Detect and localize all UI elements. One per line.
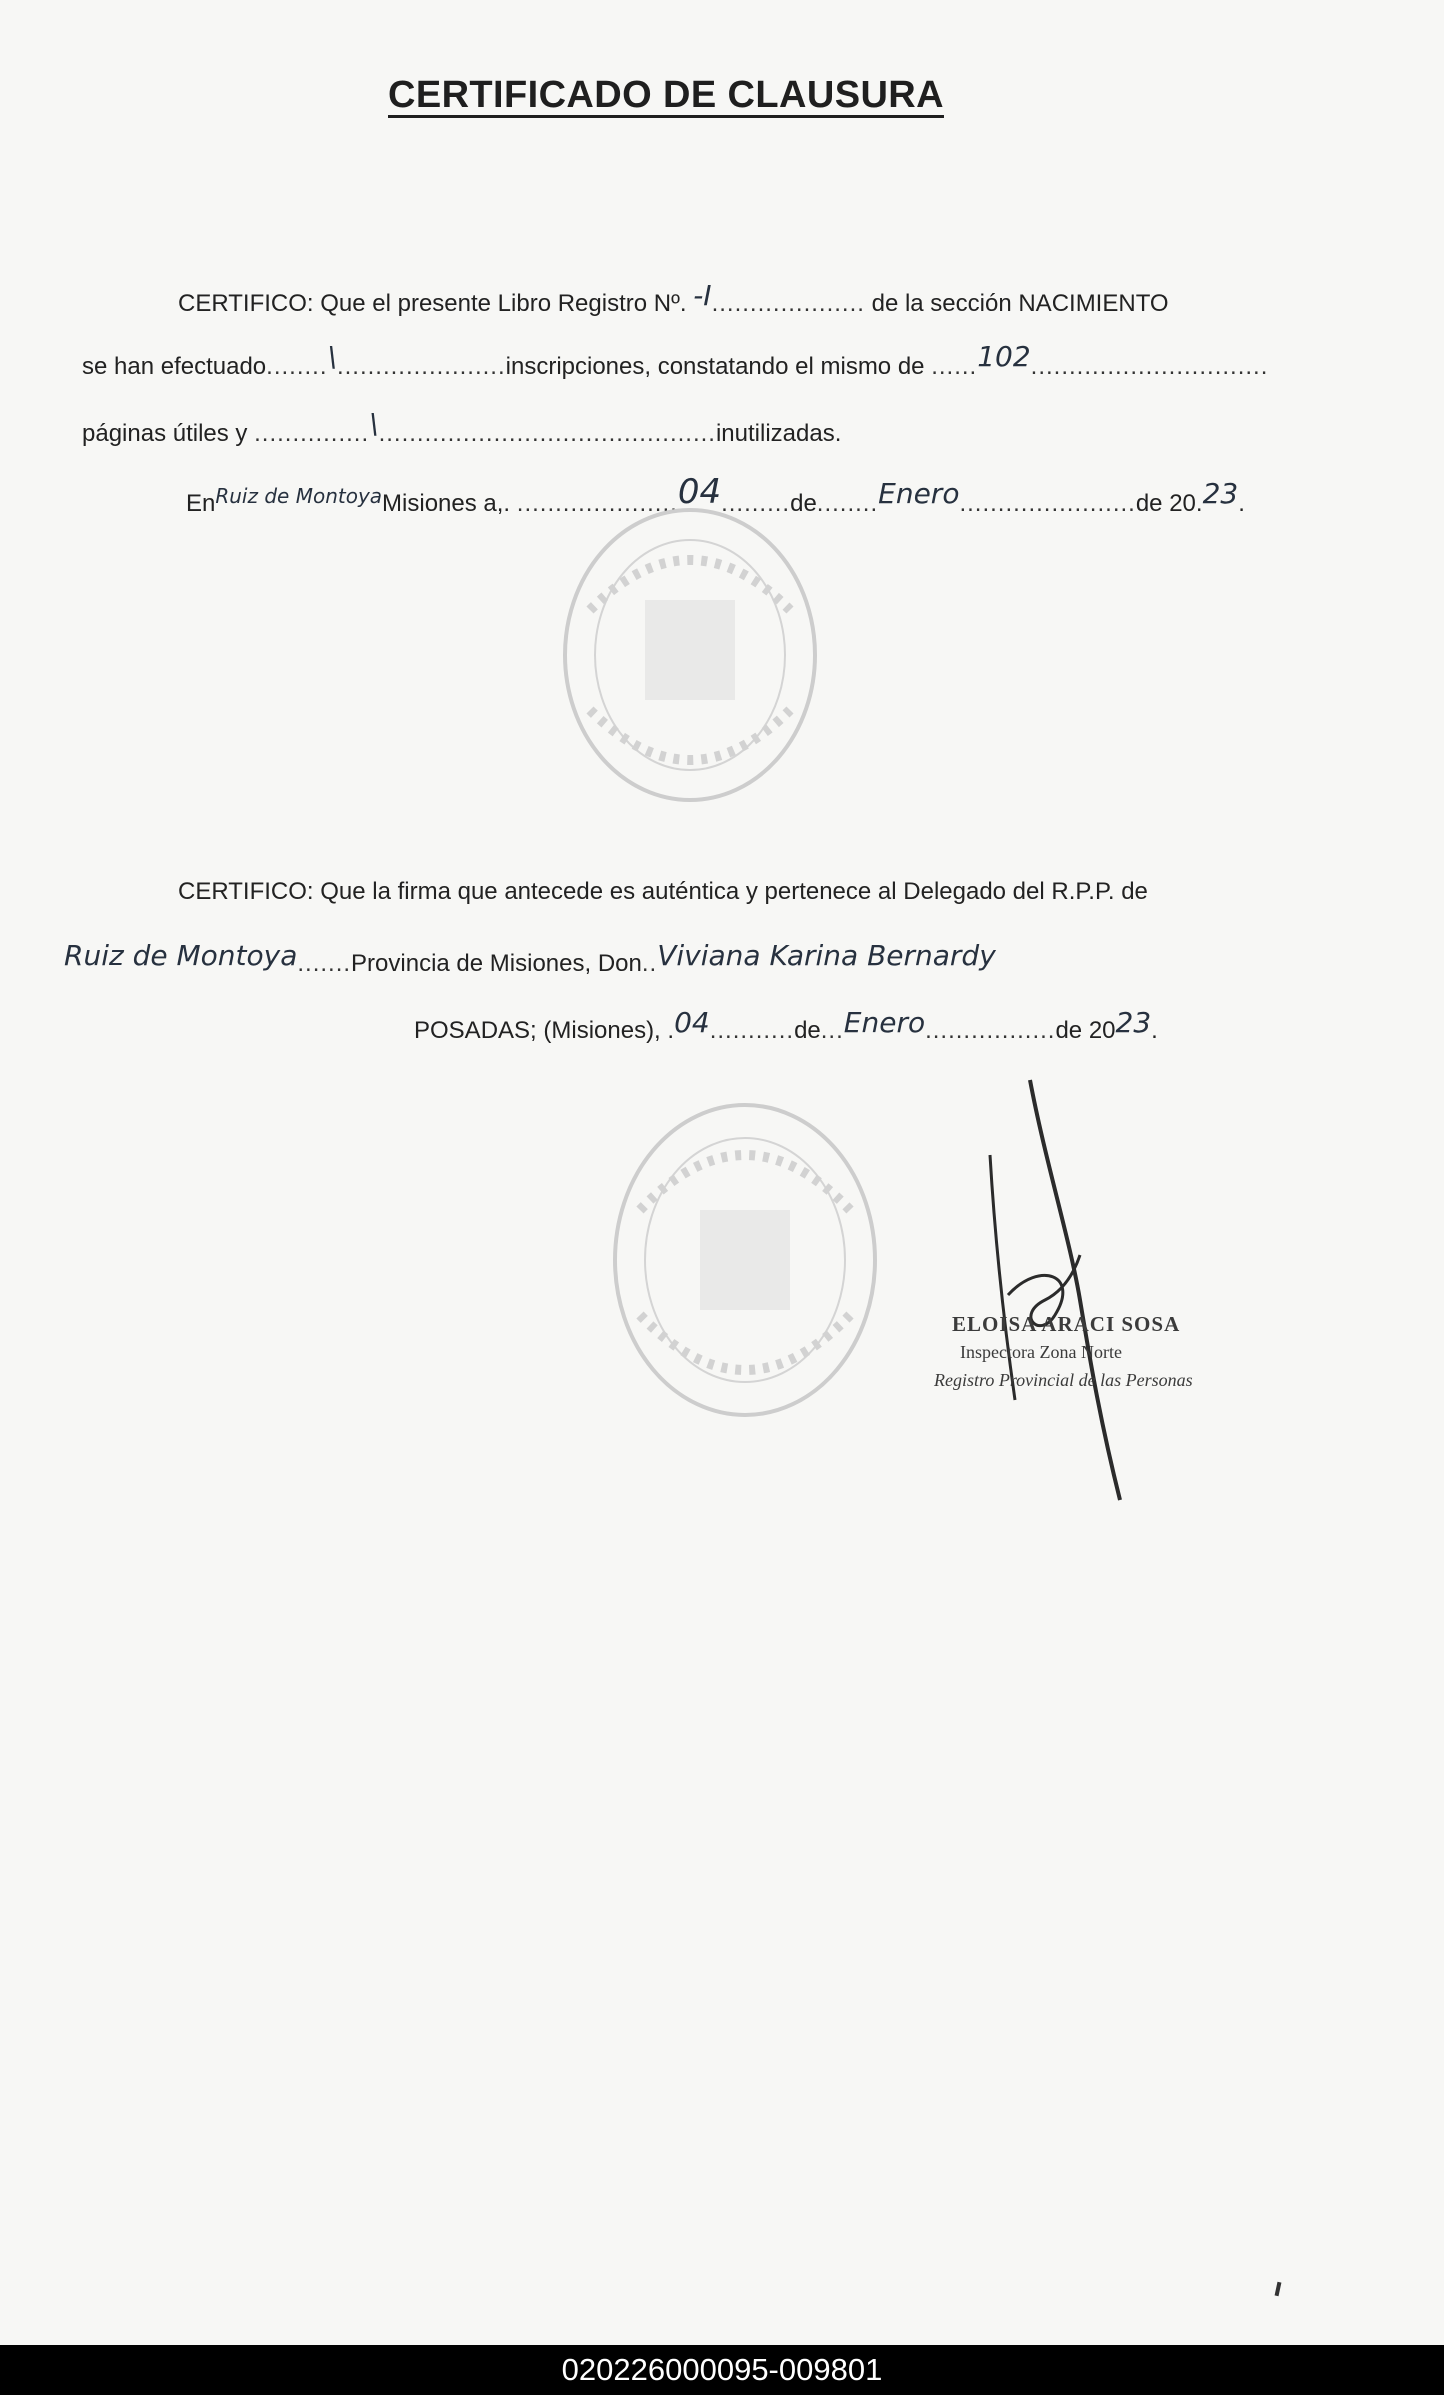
p2-l3-text-b: de bbox=[794, 1017, 821, 1044]
dots: ....... bbox=[297, 950, 352, 977]
scan-mark bbox=[1275, 2282, 1282, 2297]
p1-line-3 bbox=[82, 407, 842, 448]
dots: ........ bbox=[816, 490, 879, 517]
handwritten-signature bbox=[960, 1070, 1180, 1510]
year-handwritten: 23 bbox=[1202, 477, 1239, 510]
dots: ...... bbox=[931, 353, 978, 380]
dots: ............................... bbox=[1030, 353, 1269, 380]
p2-line-3 bbox=[414, 1006, 1158, 1045]
signatory-name: ELOISA ARACI SOSA bbox=[952, 1312, 1181, 1336]
p2-l3-end: . bbox=[1151, 1017, 1158, 1044]
dots: ..................... bbox=[516, 490, 678, 517]
day-handwritten: 04 bbox=[674, 1006, 710, 1039]
dots: ......... bbox=[721, 490, 791, 517]
p1-l1-text-a: CERTIFICO: Que el presente Libro Registro Nº. bbox=[178, 290, 687, 317]
p1-line-2 bbox=[82, 340, 1269, 381]
p1-l4-text-a: En bbox=[186, 490, 216, 517]
inscriptions-count-handwritten: \ bbox=[327, 340, 337, 373]
dots: ....................... bbox=[959, 490, 1136, 517]
year-handwritten: 23 bbox=[1115, 1006, 1152, 1039]
delegate-name-handwritten: Viviana Karina Bernardy bbox=[657, 939, 996, 972]
month-handwritten: Enero bbox=[843, 1006, 926, 1039]
p1-l1-text-b: de la sección NACIMIENTO bbox=[871, 290, 1169, 317]
day-handwritten: 04 bbox=[677, 472, 722, 512]
official-seal-stamp bbox=[600, 1090, 890, 1430]
signatory-role: Inspectora Zona Norte bbox=[960, 1342, 1122, 1362]
p1-l4-text-b: Misiones a,. bbox=[382, 490, 511, 517]
dots: .. bbox=[641, 950, 658, 977]
registro-number-handwritten: -I bbox=[693, 279, 712, 312]
dots: ... bbox=[820, 1017, 844, 1044]
p1-l4-end: . bbox=[1238, 490, 1245, 517]
official-seal-stamp bbox=[550, 500, 830, 810]
dots: .................... bbox=[711, 290, 865, 317]
document-title: CERTIFICADO DE CLAUSURA bbox=[388, 74, 944, 116]
p1-l3-text-a: páginas útiles y bbox=[82, 420, 248, 447]
p2-line-2 bbox=[64, 939, 996, 978]
p2-l3-text-a: POSADAS; (Misiones), . bbox=[414, 1017, 675, 1044]
place-handwritten: Ruiz de Montoya bbox=[64, 939, 298, 972]
p1-l3-text-b: inutilizadas. bbox=[715, 420, 842, 447]
dots: ........ bbox=[266, 353, 328, 380]
dots: ........... bbox=[709, 1017, 795, 1044]
signatory-office: Registro Provincial de las Personas bbox=[934, 1370, 1193, 1390]
place-handwritten: Ruiz de Montoya bbox=[215, 484, 383, 508]
dots: ................. bbox=[925, 1017, 1056, 1044]
p1-line-1 bbox=[178, 279, 1169, 318]
dots: ............................................ bbox=[378, 420, 716, 447]
footer-code-bar: 020226000095-009801 bbox=[0, 2345, 1444, 2395]
invalid-count-handwritten: \ bbox=[369, 407, 379, 440]
dots: ............... bbox=[254, 420, 370, 447]
p1-l4-text-d: de 20. bbox=[1135, 490, 1203, 517]
pages-count-handwritten: 102 bbox=[977, 340, 1031, 373]
p1-l2-text-a: se han efectuado bbox=[82, 353, 267, 380]
p1-l4-text-c: de bbox=[790, 490, 817, 517]
p1-l2-text-b: inscripciones, constatando el mismo de bbox=[505, 353, 925, 380]
p2-l2-text-a: Provincia de Misiones, Don bbox=[351, 950, 642, 977]
month-handwritten: Enero bbox=[878, 477, 960, 510]
p2-line-1: CERTIFICO: Que la firma que antecede es auténtica y pertenece al Delegado del R.P.P. de bbox=[178, 878, 1148, 905]
p2-l3-text-c: de 20 bbox=[1055, 1017, 1116, 1044]
dots: ...................... bbox=[336, 353, 506, 380]
